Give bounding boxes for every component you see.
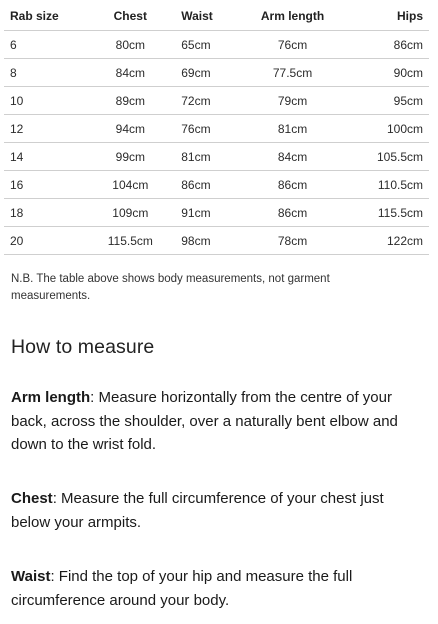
header-hips: Hips: [348, 2, 429, 31]
table-row: [4, 143, 429, 171]
cell-waist: 86cm: [169, 171, 237, 199]
cell-chest: 80cm: [91, 31, 169, 59]
cell-hips: 115.5cm: [348, 199, 429, 227]
cell-hips: 90cm: [348, 59, 429, 87]
cell-size: 6: [4, 31, 91, 59]
chest-instruction: [11, 487, 421, 534]
cell-chest: 104cm: [91, 171, 169, 199]
cell-chest: 99cm: [91, 143, 169, 171]
cell-hips: 122cm: [348, 227, 429, 255]
header-chest: Chest: [91, 2, 169, 31]
size-chart-table: [4, 2, 429, 255]
body-measurement-note: N.B. The table above shows body measurements, not garment measurements.: [11, 273, 330, 302]
cell-waist: 65cm: [169, 31, 237, 59]
cell-size: 12: [4, 115, 91, 143]
cell-hips: 100cm: [348, 115, 429, 143]
waist-term: Waist: [11, 568, 51, 585]
cell-size: 14: [4, 143, 91, 171]
cell-waist: 69cm: [169, 59, 237, 87]
arm-length-term: Arm length: [11, 389, 91, 406]
arm-length-instruction: [11, 386, 421, 457]
table-row: [4, 171, 429, 199]
cell-size: 20: [4, 227, 91, 255]
chest-text: : Measure the full circumference of your chest just below your armpits.: [11, 490, 384, 531]
waist-instruction: [11, 565, 421, 612]
cell-waist: 81cm: [169, 143, 237, 171]
cell-chest: 94cm: [91, 115, 169, 143]
table-row: [4, 227, 429, 255]
table-row: [4, 87, 429, 115]
cell-waist: 72cm: [169, 87, 237, 115]
cell-arm-length: 77.5cm: [237, 59, 347, 87]
table-row: [4, 59, 429, 87]
cell-size: 18: [4, 199, 91, 227]
cell-waist: 76cm: [169, 115, 237, 143]
cell-waist: 91cm: [169, 199, 237, 227]
chest-term: Chest: [11, 490, 53, 507]
header-rab-size: Rab size: [4, 2, 91, 31]
cell-chest: 84cm: [91, 59, 169, 87]
cell-hips: 105.5cm: [348, 143, 429, 171]
cell-chest: 109cm: [91, 199, 169, 227]
header-waist: Waist: [169, 2, 237, 31]
cell-arm-length: 86cm: [237, 199, 347, 227]
cell-size: 8: [4, 59, 91, 87]
cell-arm-length: 84cm: [237, 143, 347, 171]
cell-arm-length: 79cm: [237, 87, 347, 115]
cell-chest: 89cm: [91, 87, 169, 115]
cell-arm-length: 86cm: [237, 171, 347, 199]
how-to-measure-heading: How to measure: [11, 336, 155, 358]
table-row: [4, 115, 429, 143]
cell-chest: 115.5cm: [91, 227, 169, 255]
table-row: [4, 199, 429, 227]
cell-hips: 95cm: [348, 87, 429, 115]
cell-size: 10: [4, 87, 91, 115]
table-header-row: [4, 2, 429, 31]
waist-text: : Find the top of your hip and measure the full circumference around your body.: [11, 568, 353, 609]
header-arm-length: Arm length: [237, 2, 347, 31]
cell-arm-length: 78cm: [237, 227, 347, 255]
cell-hips: 86cm: [348, 31, 429, 59]
cell-size: 16: [4, 171, 91, 199]
arm-length-text: : Measure horizontally from the centre of your back, across the shoulder, over a naturally bent elbow and down to the wrist fold.: [11, 389, 398, 453]
cell-arm-length: 81cm: [237, 115, 347, 143]
cell-arm-length: 76cm: [237, 31, 347, 59]
table-row: [4, 31, 429, 59]
cell-waist: 98cm: [169, 227, 237, 255]
cell-hips: 110.5cm: [348, 171, 429, 199]
